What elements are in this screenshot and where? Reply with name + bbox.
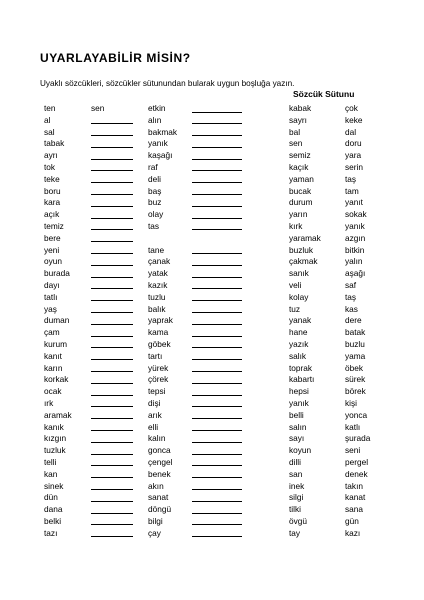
answer-blank-left[interactable] bbox=[91, 138, 133, 148]
answer-blank-left[interactable] bbox=[91, 339, 133, 349]
answer-blank-middle[interactable] bbox=[192, 150, 242, 160]
answer-blank-middle[interactable] bbox=[192, 268, 242, 278]
answer-blank-left[interactable] bbox=[91, 481, 133, 491]
answer-blank-left[interactable] bbox=[91, 410, 133, 420]
worksheet-row bbox=[0, 127, 424, 139]
word-bank-item: hane bbox=[289, 327, 308, 338]
prompt-word-left: çam bbox=[44, 327, 60, 338]
word-bank-item: kas bbox=[345, 303, 358, 314]
prompt-word-middle: çengel bbox=[148, 456, 173, 467]
word-bank-item: veli bbox=[289, 279, 302, 290]
word-bank-item: inek bbox=[289, 480, 305, 491]
word-bank-item: durum bbox=[289, 197, 313, 208]
worksheet-row bbox=[0, 504, 424, 516]
prompt-word-left: tuzluk bbox=[44, 445, 66, 456]
word-bank-item: yanak bbox=[289, 315, 312, 326]
answer-blank-middle[interactable] bbox=[192, 127, 242, 137]
word-bank-item: sokak bbox=[345, 209, 367, 220]
prompt-word-left: dana bbox=[44, 504, 63, 515]
word-bank-item: kanat bbox=[345, 492, 366, 503]
prompt-word-left: kan bbox=[44, 468, 58, 479]
worksheet-row bbox=[0, 422, 424, 434]
word-bank-item: pergel bbox=[345, 456, 369, 467]
answer-blank-left[interactable] bbox=[91, 422, 133, 432]
prompt-word-left: burada bbox=[44, 268, 70, 279]
word-bank-item: batak bbox=[345, 327, 366, 338]
word-bank-item: yanık bbox=[345, 220, 365, 231]
word-bank-item: buzluk bbox=[289, 244, 313, 255]
prompt-word-left: dayı bbox=[44, 279, 60, 290]
answer-blank-left[interactable] bbox=[91, 327, 133, 337]
word-bank-item: kabartı bbox=[289, 374, 315, 385]
prompt-word-left: yeni bbox=[44, 244, 60, 255]
word-bank-item: şurada bbox=[345, 433, 371, 444]
prompt-word-middle: arık bbox=[148, 409, 162, 420]
prompt-word-left: oyun bbox=[44, 256, 62, 267]
word-bank-item: yalın bbox=[345, 256, 363, 267]
prompt-word-middle: tas bbox=[148, 220, 160, 231]
word-bank-item: katlı bbox=[345, 421, 361, 432]
word-bank-item: yanık bbox=[289, 397, 309, 408]
answer-blank-left[interactable] bbox=[91, 280, 133, 290]
answer-blank-middle[interactable] bbox=[192, 186, 242, 196]
worksheet-row bbox=[0, 221, 424, 233]
answer-blank-left[interactable] bbox=[91, 115, 133, 125]
answer-blank-left[interactable] bbox=[91, 374, 133, 384]
worksheet-row bbox=[0, 363, 424, 375]
answer-blank-left[interactable] bbox=[91, 492, 133, 502]
word-bank-item: yaman bbox=[289, 173, 314, 184]
prompt-word-left: ten bbox=[44, 103, 56, 113]
word-bank-item: salık bbox=[289, 350, 307, 361]
answer-blank-left[interactable] bbox=[91, 516, 133, 526]
worksheet-row bbox=[0, 457, 424, 469]
answer-blank-left[interactable] bbox=[91, 528, 133, 538]
word-bank-item: toprak bbox=[289, 362, 313, 373]
answer-blank-middle[interactable] bbox=[192, 197, 242, 207]
worksheet-row bbox=[0, 233, 424, 245]
word-bank-item: bitkin bbox=[345, 244, 365, 255]
answer-blank-left[interactable] bbox=[91, 351, 133, 361]
prompt-word-middle: deli bbox=[148, 173, 161, 184]
word-bank-item: denek bbox=[345, 468, 368, 479]
word-bank-item: tilki bbox=[289, 504, 301, 515]
worksheet-row bbox=[0, 315, 424, 327]
word-bank-item: hepsi bbox=[289, 386, 309, 397]
prompt-word-left: tazı bbox=[44, 527, 58, 538]
prompt-word-left: aramak bbox=[44, 409, 72, 420]
word-bank-item: seni bbox=[345, 445, 361, 456]
word-bank-item: kazı bbox=[345, 527, 361, 538]
prompt-word-left: telli bbox=[44, 456, 57, 467]
prompt-word-middle: kalın bbox=[148, 433, 166, 444]
word-bank-item: sayı bbox=[289, 433, 305, 444]
worksheet-row bbox=[0, 197, 424, 209]
prompt-word-middle: döngü bbox=[148, 504, 172, 515]
answer-blank-middle[interactable] bbox=[192, 469, 242, 479]
word-bank-item: kaçık bbox=[289, 161, 309, 172]
answer-blank-middle[interactable] bbox=[192, 528, 242, 538]
prompt-word-middle: tartı bbox=[148, 350, 163, 361]
word-bank-item: san bbox=[289, 468, 303, 479]
answer-blank-middle[interactable] bbox=[192, 363, 242, 373]
worksheet-row bbox=[0, 351, 424, 363]
worksheet-row bbox=[0, 339, 424, 351]
prompt-word-middle: raf bbox=[148, 161, 158, 172]
prompt-word-left: kanıt bbox=[44, 350, 62, 361]
answer-blank-middle[interactable] bbox=[192, 115, 242, 125]
answer-blank-middle[interactable] bbox=[192, 516, 242, 526]
worksheet-title: UYARLAYABİLİR MİSİN? bbox=[40, 51, 191, 65]
answer-blank-left[interactable] bbox=[91, 398, 133, 408]
prompt-word-middle: çanak bbox=[148, 256, 171, 267]
prompt-word-middle: elli bbox=[148, 421, 159, 432]
prompt-word-left: temiz bbox=[44, 220, 64, 231]
prompt-word-middle: sanat bbox=[148, 492, 169, 503]
answer-blank-left[interactable] bbox=[91, 433, 133, 443]
answer-text-left: sen bbox=[91, 103, 105, 113]
prompt-word-left: kurum bbox=[44, 338, 68, 349]
prompt-word-left: korkak bbox=[44, 374, 69, 385]
word-bank-item: serin bbox=[345, 161, 363, 172]
worksheet-row bbox=[0, 469, 424, 481]
answer-blank-left[interactable] bbox=[91, 127, 133, 137]
answer-blank-middle[interactable] bbox=[192, 304, 242, 314]
answer-blank-middle[interactable] bbox=[192, 339, 242, 349]
word-bank-item: taş bbox=[345, 173, 357, 184]
word-bank-item: bal bbox=[289, 126, 301, 137]
prompt-word-left: tatlı bbox=[44, 291, 58, 302]
prompt-word-middle: alın bbox=[148, 114, 162, 125]
answer-blank-middle[interactable] bbox=[192, 174, 242, 184]
answer-blank-left[interactable] bbox=[91, 197, 133, 207]
prompt-word-left: tabak bbox=[44, 138, 65, 149]
answer-blank-middle[interactable] bbox=[192, 138, 242, 148]
answer-blank-middle[interactable] bbox=[192, 504, 242, 514]
prompt-word-left: karın bbox=[44, 362, 63, 373]
word-bank-item: taş bbox=[345, 291, 357, 302]
worksheet-row bbox=[0, 445, 424, 457]
word-bank-item: doru bbox=[345, 138, 362, 149]
worksheet-row bbox=[0, 245, 424, 257]
worksheet-rows bbox=[0, 103, 424, 539]
word-bank-item: bucak bbox=[289, 185, 312, 196]
worksheet-row bbox=[0, 186, 424, 198]
answer-blank-middle[interactable] bbox=[192, 433, 242, 443]
word-bank-item: saf bbox=[345, 279, 357, 290]
word-bank-item: kabak bbox=[289, 103, 312, 113]
word-bank-item: semiz bbox=[289, 150, 311, 161]
word-bank-item: sana bbox=[345, 504, 363, 515]
word-bank-item: övgü bbox=[289, 515, 307, 526]
worksheet-row bbox=[0, 115, 424, 127]
prompt-word-middle: göbek bbox=[148, 338, 171, 349]
answer-blank-left[interactable] bbox=[91, 445, 133, 455]
word-bank-item: dilli bbox=[289, 456, 301, 467]
answer-blank-left[interactable] bbox=[91, 150, 133, 160]
worksheet-row bbox=[0, 268, 424, 280]
answer-blank-left[interactable] bbox=[91, 186, 133, 196]
prompt-word-middle: baş bbox=[148, 185, 162, 196]
word-bank-item: yara bbox=[345, 150, 362, 161]
answer-blank-left[interactable] bbox=[91, 315, 133, 325]
word-bank-item: yarın bbox=[289, 209, 308, 220]
word-bank-item: azgın bbox=[345, 232, 366, 243]
word-bank-item: buzlu bbox=[345, 338, 365, 349]
instruction-text: Uyaklı sözcükleri, sözcükler sütunundan bularak uygun boşluğa yazın. bbox=[40, 79, 295, 88]
prompt-word-left: teke bbox=[44, 173, 60, 184]
prompt-word-middle: çörek bbox=[148, 374, 169, 385]
prompt-word-left: kanık bbox=[44, 421, 64, 432]
prompt-word-left: belki bbox=[44, 515, 62, 526]
prompt-word-middle: tane bbox=[148, 244, 165, 255]
worksheet-row bbox=[0, 528, 424, 540]
prompt-word-middle: buz bbox=[148, 197, 162, 208]
worksheet-row bbox=[0, 481, 424, 493]
worksheet-row bbox=[0, 292, 424, 304]
answer-blank-middle[interactable] bbox=[192, 445, 242, 455]
answer-blank-left[interactable] bbox=[91, 292, 133, 302]
answer-blank-middle[interactable] bbox=[192, 351, 242, 361]
answer-blank-middle[interactable] bbox=[192, 327, 242, 337]
answer-blank-left[interactable] bbox=[91, 386, 133, 396]
answer-blank-left[interactable] bbox=[91, 245, 133, 255]
word-column-heading: Sözcük Sütunu bbox=[293, 89, 355, 99]
prompt-word-middle: bilgi bbox=[148, 515, 163, 526]
prompt-word-middle: yaprak bbox=[148, 315, 173, 326]
word-bank-item: silgi bbox=[289, 492, 304, 503]
prompt-word-middle: gonca bbox=[148, 445, 171, 456]
word-bank-item: koyun bbox=[289, 445, 312, 456]
answer-blank-middle[interactable] bbox=[192, 292, 242, 302]
prompt-word-middle: yanık bbox=[148, 138, 168, 149]
answer-blank-middle[interactable] bbox=[192, 422, 242, 432]
word-bank-item: tay bbox=[289, 527, 301, 538]
worksheet-row bbox=[0, 304, 424, 316]
word-bank-item: yama bbox=[345, 350, 366, 361]
prompt-word-middle: yatak bbox=[148, 268, 168, 279]
word-bank-item: kolay bbox=[289, 291, 309, 302]
word-bank-item: gün bbox=[345, 515, 359, 526]
prompt-word-left: boru bbox=[44, 185, 61, 196]
prompt-word-middle: bakmak bbox=[148, 126, 178, 137]
prompt-word-middle: akın bbox=[148, 480, 164, 491]
word-bank-item: çok bbox=[345, 103, 358, 113]
word-bank-item: aşağı bbox=[345, 268, 366, 279]
answer-blank-middle[interactable] bbox=[192, 209, 242, 219]
worksheet-row bbox=[0, 256, 424, 268]
word-bank-item: sürek bbox=[345, 374, 366, 385]
prompt-word-left: tok bbox=[44, 161, 56, 172]
word-bank-item: kişi bbox=[345, 397, 357, 408]
worksheet-row bbox=[0, 410, 424, 422]
answer-blank-middle[interactable] bbox=[192, 103, 242, 113]
word-bank-item: dal bbox=[345, 126, 357, 137]
answer-blank-left[interactable] bbox=[91, 221, 133, 231]
word-bank-item: kırk bbox=[289, 220, 303, 231]
answer-blank-left[interactable] bbox=[91, 363, 133, 373]
answer-blank-middle[interactable] bbox=[192, 457, 242, 467]
word-bank-item: yonca bbox=[345, 409, 368, 420]
answer-blank-middle[interactable] bbox=[192, 245, 242, 255]
answer-blank-middle[interactable] bbox=[192, 280, 242, 290]
prompt-word-middle: yürek bbox=[148, 362, 169, 373]
prompt-word-left: dün bbox=[44, 492, 58, 503]
word-bank-item: dere bbox=[345, 315, 362, 326]
word-bank-item: takın bbox=[345, 480, 363, 491]
word-bank-item: tam bbox=[345, 185, 359, 196]
worksheet-row bbox=[0, 398, 424, 410]
answer-blank-left[interactable] bbox=[91, 504, 133, 514]
worksheet-row bbox=[0, 209, 424, 221]
word-bank-item: yanıt bbox=[345, 197, 363, 208]
answer-blank-middle[interactable] bbox=[192, 386, 242, 396]
answer-blank-left[interactable] bbox=[91, 304, 133, 314]
prompt-word-left: kara bbox=[44, 197, 61, 208]
prompt-word-left: kızgın bbox=[44, 433, 67, 444]
answer-blank-left[interactable] bbox=[91, 174, 133, 184]
worksheet-row bbox=[0, 103, 424, 115]
worksheet-row bbox=[0, 162, 424, 174]
worksheet-row bbox=[0, 516, 424, 528]
worksheet-row bbox=[0, 492, 424, 504]
worksheet-row bbox=[0, 150, 424, 162]
prompt-word-left: sinek bbox=[44, 480, 64, 491]
answer-blank-middle[interactable] bbox=[192, 256, 242, 266]
answer-blank-middle[interactable] bbox=[192, 221, 242, 231]
word-bank-item: sen bbox=[289, 138, 303, 149]
prompt-word-left: ocak bbox=[44, 386, 62, 397]
prompt-word-middle: tepsi bbox=[148, 386, 166, 397]
prompt-word-middle: benek bbox=[148, 468, 171, 479]
word-bank-item: tuz bbox=[289, 303, 301, 314]
answer-blank-left[interactable] bbox=[91, 457, 133, 467]
prompt-word-left: ırk bbox=[44, 397, 54, 408]
prompt-word-middle: tuzlu bbox=[148, 291, 166, 302]
prompt-word-middle: kaşağı bbox=[148, 150, 173, 161]
worksheet-row bbox=[0, 433, 424, 445]
prompt-word-left: duman bbox=[44, 315, 70, 326]
prompt-word-middle: balık bbox=[148, 303, 166, 314]
worksheet-row bbox=[0, 386, 424, 398]
answer-blank-left[interactable] bbox=[91, 469, 133, 479]
prompt-word-left: al bbox=[44, 114, 51, 125]
worksheet-row bbox=[0, 280, 424, 292]
answer-blank-middle[interactable] bbox=[192, 398, 242, 408]
word-bank-item: öbek bbox=[345, 362, 363, 373]
answer-blank-middle[interactable] bbox=[192, 410, 242, 420]
word-bank-item: sanık bbox=[289, 268, 309, 279]
word-bank-item: sayrı bbox=[289, 114, 307, 125]
prompt-word-middle: çay bbox=[148, 527, 161, 538]
answer-blank-left[interactable] bbox=[91, 268, 133, 278]
worksheet-row bbox=[0, 138, 424, 150]
answer-blank-left[interactable] bbox=[91, 256, 133, 266]
prompt-word-left: bere bbox=[44, 232, 61, 243]
prompt-word-middle: kama bbox=[148, 327, 169, 338]
answer-blank-left[interactable] bbox=[91, 233, 133, 243]
prompt-word-left: sal bbox=[44, 126, 55, 137]
prompt-word-left: ayrı bbox=[44, 150, 58, 161]
worksheet-row bbox=[0, 174, 424, 186]
word-bank-item: belli bbox=[289, 409, 304, 420]
prompt-word-left: yaş bbox=[44, 303, 57, 314]
word-bank-item: keke bbox=[345, 114, 363, 125]
word-bank-item: börek bbox=[345, 386, 366, 397]
answer-blank-middle[interactable] bbox=[192, 315, 242, 325]
word-bank-item: yazık bbox=[289, 338, 309, 349]
answer-blank-middle[interactable] bbox=[192, 374, 242, 384]
answer-blank-middle[interactable] bbox=[192, 492, 242, 502]
answer-blank-left[interactable] bbox=[91, 209, 133, 219]
word-bank-item: çakmak bbox=[289, 256, 318, 267]
answer-blank-left[interactable] bbox=[91, 162, 133, 172]
word-bank-item: yaramak bbox=[289, 232, 321, 243]
answer-blank-middle[interactable] bbox=[192, 481, 242, 491]
worksheet-row bbox=[0, 374, 424, 386]
prompt-word-left: açık bbox=[44, 209, 60, 220]
prompt-word-middle: olay bbox=[148, 209, 164, 220]
prompt-word-middle: etkin bbox=[148, 103, 166, 113]
prompt-word-middle: dişi bbox=[148, 397, 161, 408]
answer-blank-middle[interactable] bbox=[192, 162, 242, 172]
prompt-word-middle: kazık bbox=[148, 279, 168, 290]
word-bank-item: salın bbox=[289, 421, 307, 432]
worksheet-row bbox=[0, 327, 424, 339]
